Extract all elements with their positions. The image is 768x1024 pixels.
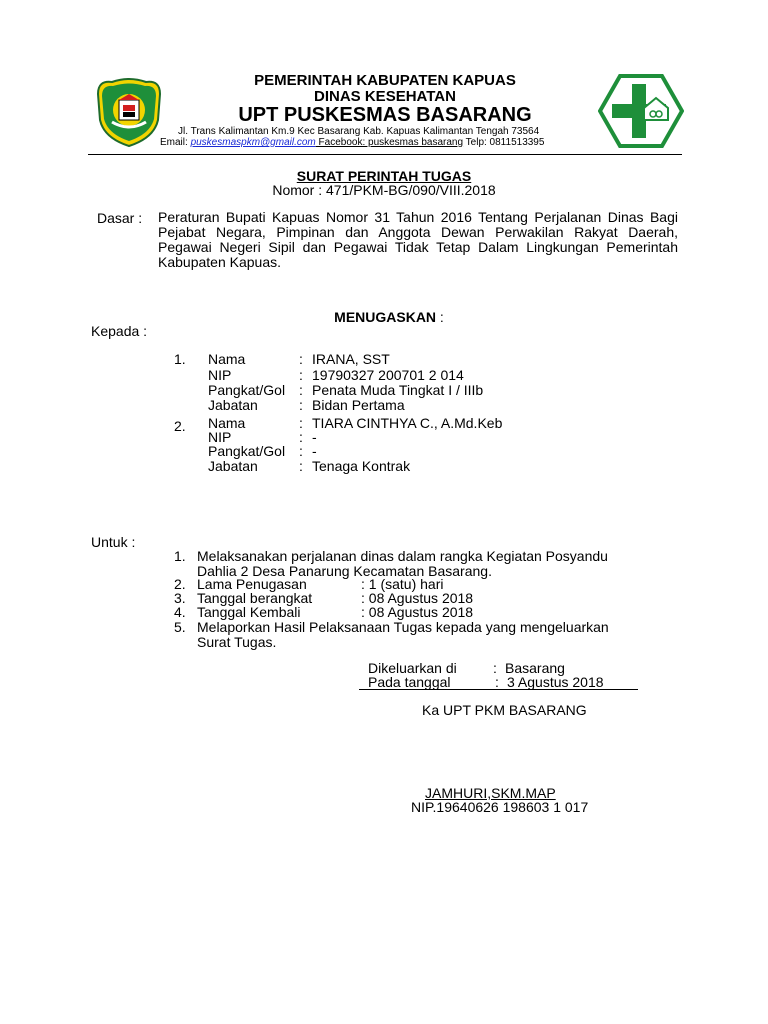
task-number: 2. xyxy=(174,576,186,592)
task-value: : 08 Agustus 2018 xyxy=(361,590,474,606)
email-link[interactable]: puskesmaspkm@gmail.com xyxy=(190,137,316,148)
menugaskan-label: MENUGASKAN xyxy=(334,309,437,325)
untuk-label: Untuk : xyxy=(91,534,136,550)
assignee-field-label: Nama xyxy=(208,415,246,431)
task-text: Melaksanakan perjalanan dinas dalam rangka Kegiatan Posyandu xyxy=(197,548,608,564)
assignee-field-colon: : xyxy=(299,397,303,413)
task-label: Tanggal berangkat xyxy=(197,590,313,606)
dasar-label: Dasar : xyxy=(97,210,143,226)
assignee-field-colon: : xyxy=(299,429,303,445)
email-label: Email: xyxy=(160,137,191,148)
assignee-field-label: Pangkat/Gol xyxy=(208,382,286,398)
issued-underline xyxy=(359,689,638,690)
assignee-field-value: Bidan Pertama xyxy=(312,397,405,413)
issued-date-colon: : xyxy=(495,674,499,690)
signatory-office: Ka UPT PKM BASARANG xyxy=(422,702,587,718)
assignee-field-colon: : xyxy=(299,382,303,398)
issued-date-value: 3 Agustus 2018 xyxy=(507,674,604,690)
task-value: : 08 Agustus 2018 xyxy=(361,604,474,620)
phone-text: Telp: 0811513395 xyxy=(463,137,545,148)
issued-place-value: Basarang xyxy=(505,660,565,676)
assignee-field-value: Tenaga Kontrak xyxy=(312,458,411,474)
header-address: Jl. Trans Kalimantan Km.9 Kec Basarang Kab. Kapuas Kalimantan Tengah 73564 xyxy=(178,126,540,137)
task-label: Tanggal Kembali xyxy=(197,604,301,620)
task-number: 4. xyxy=(174,604,186,620)
assignee-field-value: - xyxy=(312,429,317,445)
assignee-number: 1. xyxy=(174,351,186,367)
task-text: Dahlia 2 Desa Panarung Kecamatan Basarang. xyxy=(197,563,492,579)
assignee-field-colon: : xyxy=(299,367,303,383)
assignee-field-colon: : xyxy=(299,415,303,431)
task-number: 3. xyxy=(174,590,186,606)
header-government: PEMERINTAH KABUPATEN KAPUAS xyxy=(254,72,516,89)
kepada-label: Kepada : xyxy=(91,323,148,339)
header-institution: UPT PUSKESMAS BASARANG xyxy=(238,104,532,126)
task-label: Lama Penugasan xyxy=(197,576,307,592)
letterhead-rule xyxy=(88,154,682,155)
task-text: Melaporkan Hasil Pelaksanaan Tugas kepada yang mengeluarkan xyxy=(197,619,609,635)
assignee-field-label: NIP xyxy=(208,429,232,445)
assignee-field-value: - xyxy=(312,443,317,459)
assignee-field-label: Nama xyxy=(208,351,246,367)
header-department: DINAS KESEHATAN xyxy=(314,88,456,105)
assignee-field-label: Pangkat/Gol xyxy=(208,443,286,459)
assignee-field-label: Jabatan xyxy=(208,397,258,413)
task-text: Surat Tugas. xyxy=(197,634,277,650)
facebook-text: Facebook: puskesmas basarang xyxy=(315,137,464,148)
header-contact xyxy=(160,137,544,148)
assignee-field-value: IRANA, SST xyxy=(312,351,390,367)
document-title: SURAT PERINTAH TUGAS xyxy=(296,168,472,184)
signatory-nip: NIP.19640626 198603 1 017 xyxy=(411,799,589,815)
assignee-field-value: 19790327 200701 2 014 xyxy=(312,367,464,383)
assignee-field-colon: : xyxy=(299,458,303,474)
menugaskan-colon: : xyxy=(436,309,444,325)
task-value: : 1 (satu) hari xyxy=(361,576,444,592)
assignee-field-label: NIP xyxy=(208,367,232,383)
task-number: 1. xyxy=(174,548,186,564)
issued-date-label: Pada tanggal xyxy=(368,674,451,690)
assignee-number: 2. xyxy=(174,418,186,434)
signatory-name: JAMHURI,SKM.MAP xyxy=(425,785,556,801)
dasar-text: Peraturan Bupati Kapuas Nomor 31 Tahun 2016 Tentang Perjalanan Dinas Bagi Pejabat Negara, Pimpinan dan Anggota Dewan Perwakilan Rakyat Daerah, Pegawai Negeri Sipil dan Pegawai Tidak Tetap Dalam Lingkungan Pemerintah Kabupaten Kapuas. xyxy=(158,209,678,270)
issued-place-label: Dikeluarkan di xyxy=(368,660,457,676)
assignee-field-colon: : xyxy=(299,351,303,367)
assignee-field-label: Jabatan xyxy=(208,458,258,474)
assignee-field-value: Penata Muda Tingkat I / IIIb xyxy=(312,382,484,398)
document-number: Nomor : 471/PKM-BG/090/VIII.2018 xyxy=(272,182,496,198)
assignee-field-value: TIARA CINTHYA C., A.Md.Keb xyxy=(312,415,503,431)
task-number: 5. xyxy=(174,619,186,635)
assignee-field-colon: : xyxy=(299,443,303,459)
issued-place-colon: : xyxy=(493,660,497,676)
